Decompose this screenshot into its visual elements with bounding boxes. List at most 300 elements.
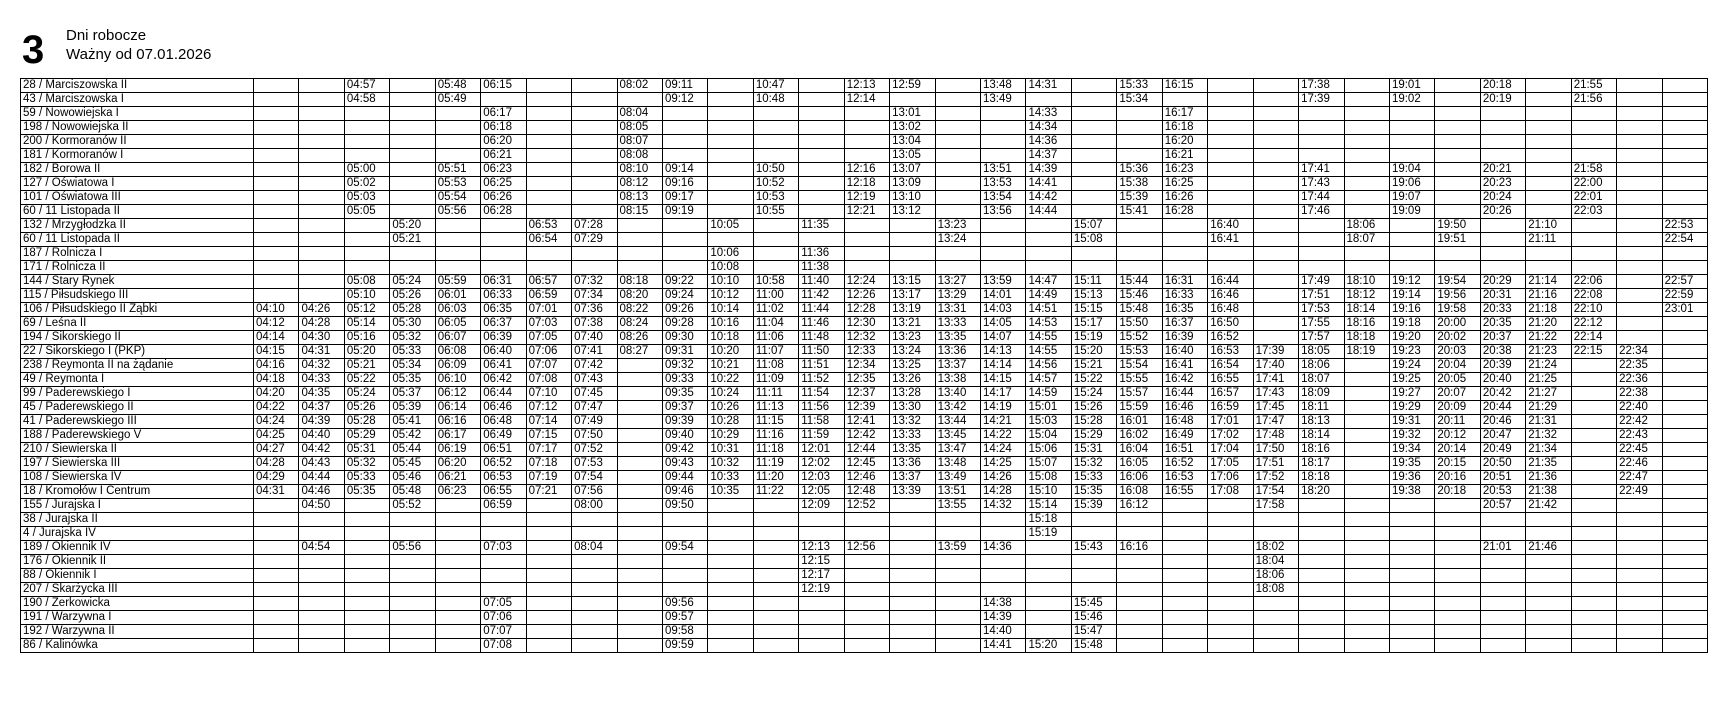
departure-time: 04:44: [299, 471, 344, 485]
departure-time: 13:24: [935, 233, 980, 247]
departure-time: [1026, 247, 1071, 261]
departure-time: [1071, 247, 1116, 261]
stop-name: 28 / Marciszowska II: [21, 79, 254, 93]
departure-time: [1526, 611, 1571, 625]
departure-time: 17:43: [1299, 177, 1344, 191]
departure-time: 19:09: [1389, 205, 1434, 219]
departure-time: 14:40: [981, 625, 1026, 639]
departure-time: [254, 191, 299, 205]
departure-time: 18:06: [1344, 219, 1389, 233]
departure-time: 07:06: [526, 345, 571, 359]
departure-time: 21:42: [1526, 499, 1571, 513]
departure-time: [344, 569, 389, 583]
departure-time: [708, 163, 753, 177]
departure-time: 11:52: [799, 373, 844, 387]
departure-time: [1480, 135, 1525, 149]
departure-time: [1071, 135, 1116, 149]
departure-time: [1344, 457, 1389, 471]
departure-time: 12:42: [844, 429, 889, 443]
departure-time: [1526, 163, 1571, 177]
departure-time: [1617, 121, 1662, 135]
departure-time: [1162, 639, 1207, 653]
timetable-row: [21, 471, 1708, 485]
departure-time: 04:43: [299, 457, 344, 471]
departure-time: [299, 583, 344, 597]
departure-time: 06:37: [481, 317, 526, 331]
stop-name: 194 / Sikorskiego II: [21, 331, 254, 345]
departure-time: 20:00: [1435, 317, 1480, 331]
departure-time: 13:37: [935, 359, 980, 373]
departure-time: 17:08: [1208, 485, 1253, 499]
departure-time: 13:26: [890, 373, 935, 387]
departure-time: 18:20: [1299, 485, 1344, 499]
departure-time: [526, 527, 571, 541]
departure-time: [481, 513, 526, 527]
departure-time: 21:35: [1526, 457, 1571, 471]
departure-time: [1117, 555, 1162, 569]
departure-time: 20:35: [1480, 317, 1525, 331]
departure-time: 11:56: [799, 401, 844, 415]
departure-time: 15:48: [1117, 303, 1162, 317]
departure-time: 06:51: [481, 443, 526, 457]
departure-time: 07:14: [526, 415, 571, 429]
departure-time: [662, 247, 707, 261]
departure-time: [617, 387, 662, 401]
departure-time: [254, 261, 299, 275]
departure-time: 12:19: [799, 583, 844, 597]
departure-time: [799, 597, 844, 611]
departure-time: [1571, 135, 1616, 149]
departure-time: 13:48: [981, 79, 1026, 93]
departure-time: [1662, 443, 1707, 457]
departure-time: [1344, 541, 1389, 555]
departure-time: [799, 149, 844, 163]
timetable-row: [21, 261, 1708, 275]
departure-time: [1571, 373, 1616, 387]
stop-name: 43 / Marciszowska I: [21, 93, 254, 107]
departure-time: 11:06: [753, 331, 798, 345]
departure-time: [799, 205, 844, 219]
departure-time: 15:13: [1071, 289, 1116, 303]
departure-time: [1344, 79, 1389, 93]
departure-time: 06:59: [526, 289, 571, 303]
departure-time: 16:59: [1208, 401, 1253, 415]
timetable-row: [21, 331, 1708, 345]
departure-time: 13:35: [935, 331, 980, 345]
departure-time: [1208, 205, 1253, 219]
stop-name: 176 / Okiennik II: [21, 555, 254, 569]
departure-time: 21:56: [1571, 93, 1616, 107]
departure-time: [344, 541, 389, 555]
stop-name: 115 / Piłsudskiego III: [21, 289, 254, 303]
stop-name: 86 / Kalinówka: [21, 639, 254, 653]
departure-time: 04:33: [299, 373, 344, 387]
timetable-row: [21, 625, 1708, 639]
departure-time: 16:41: [1208, 233, 1253, 247]
departure-time: [662, 107, 707, 121]
departure-time: [299, 639, 344, 653]
departure-time: 06:10: [435, 373, 480, 387]
departure-time: [254, 625, 299, 639]
timetable-row: [21, 541, 1708, 555]
departure-time: 09:32: [662, 359, 707, 373]
stop-name: 238 / Reymonta II na żądanie: [21, 359, 254, 373]
departure-time: [935, 261, 980, 275]
departure-time: 12:56: [844, 541, 889, 555]
departure-time: [1662, 583, 1707, 597]
departure-time: [1662, 93, 1707, 107]
departure-time: [1389, 219, 1434, 233]
departure-time: [1208, 149, 1253, 163]
departure-time: 07:21: [526, 485, 571, 499]
departure-time: [1117, 107, 1162, 121]
departure-time: [572, 205, 617, 219]
departure-time: 15:22: [1071, 373, 1116, 387]
departure-time: 19:06: [1389, 177, 1434, 191]
departure-time: [1617, 611, 1662, 625]
departure-time: 15:36: [1117, 163, 1162, 177]
departure-time: [344, 149, 389, 163]
departure-time: [1617, 331, 1662, 345]
departure-time: [1662, 471, 1707, 485]
departure-time: [1480, 625, 1525, 639]
departure-time: [1162, 583, 1207, 597]
departure-time: 14:32: [981, 499, 1026, 513]
departure-time: [1617, 527, 1662, 541]
departure-time: [1571, 107, 1616, 121]
departure-time: [1662, 415, 1707, 429]
departure-time: [1571, 387, 1616, 401]
departure-time: [1071, 583, 1116, 597]
departure-time: 10:55: [753, 205, 798, 219]
departure-time: 05:52: [390, 499, 435, 513]
departure-time: [981, 149, 1026, 163]
departure-time: 09:40: [662, 429, 707, 443]
timetable-row: [21, 513, 1708, 527]
departure-time: 06:17: [435, 429, 480, 443]
departure-time: [844, 261, 889, 275]
departure-time: 04:18: [254, 373, 299, 387]
departure-time: 11:38: [799, 261, 844, 275]
departure-time: [1526, 177, 1571, 191]
departure-time: 05:24: [390, 275, 435, 289]
departure-time: 13:54: [981, 191, 1026, 205]
departure-time: [1435, 625, 1480, 639]
departure-time: [1389, 625, 1434, 639]
departure-time: 16:01: [1117, 415, 1162, 429]
header-texts: [66, 26, 211, 64]
departure-time: 16:20: [1162, 135, 1207, 149]
departure-time: [1299, 247, 1344, 261]
departure-time: [1526, 247, 1571, 261]
departure-time: [1571, 583, 1616, 597]
departure-time: [1344, 499, 1389, 513]
departure-time: [1299, 597, 1344, 611]
departure-time: [617, 93, 662, 107]
departure-time: 16:21: [1162, 149, 1207, 163]
departure-time: 15:41: [1117, 205, 1162, 219]
departure-time: [435, 555, 480, 569]
departure-time: [1026, 261, 1071, 275]
departure-time: [1617, 177, 1662, 191]
departure-time: 05:29: [344, 429, 389, 443]
departure-time: 15:44: [1117, 275, 1162, 289]
departure-time: 14:41: [981, 639, 1026, 653]
departure-time: [844, 247, 889, 261]
departure-time: 18:08: [1253, 583, 1298, 597]
stop-name: 189 / Okiennik IV: [21, 541, 254, 555]
departure-time: [844, 583, 889, 597]
departure-time: [1299, 499, 1344, 513]
departure-time: [935, 625, 980, 639]
departure-time: 06:59: [481, 499, 526, 513]
departure-time: [1389, 527, 1434, 541]
departure-time: [890, 247, 935, 261]
departure-time: 08:12: [617, 177, 662, 191]
departure-time: [708, 513, 753, 527]
stop-name: 60 / 11 Listopada II: [21, 233, 254, 247]
departure-time: [617, 457, 662, 471]
departure-time: 19:18: [1389, 317, 1434, 331]
departure-time: [799, 233, 844, 247]
departure-time: 16:16: [1117, 541, 1162, 555]
departure-time: 13:53: [981, 177, 1026, 191]
departure-time: 07:15: [526, 429, 571, 443]
departure-time: [299, 219, 344, 233]
departure-time: [1435, 205, 1480, 219]
departure-time: 13:59: [981, 275, 1026, 289]
departure-time: 07:10: [526, 387, 571, 401]
departure-time: [890, 513, 935, 527]
departure-time: [1299, 541, 1344, 555]
departure-time: [890, 499, 935, 513]
departure-time: [753, 149, 798, 163]
departure-time: 14:39: [981, 611, 1026, 625]
departure-time: [1526, 149, 1571, 163]
departure-time: [1253, 317, 1298, 331]
departure-time: [753, 597, 798, 611]
departure-time: [1526, 555, 1571, 569]
departure-time: 06:23: [481, 163, 526, 177]
stop-name: 191 / Warzywna I: [21, 611, 254, 625]
departure-time: 16:08: [1117, 485, 1162, 499]
departure-time: 22:46: [1617, 457, 1662, 471]
departure-time: [1526, 583, 1571, 597]
departure-time: 16:44: [1162, 387, 1207, 401]
departure-time: [1253, 205, 1298, 219]
departure-time: [435, 219, 480, 233]
departure-time: [1344, 485, 1389, 499]
departure-time: [254, 527, 299, 541]
departure-time: [708, 527, 753, 541]
departure-time: 14:01: [981, 289, 1026, 303]
timetable-row: [21, 359, 1708, 373]
departure-time: 15:46: [1071, 611, 1116, 625]
departure-time: [1344, 163, 1389, 177]
departure-time: [1435, 513, 1480, 527]
departure-time: 19:04: [1389, 163, 1434, 177]
departure-time: [981, 261, 1026, 275]
departure-time: [1435, 555, 1480, 569]
departure-time: [1071, 527, 1116, 541]
departure-time: [617, 247, 662, 261]
departure-time: [844, 233, 889, 247]
departure-time: [390, 597, 435, 611]
departure-time: [481, 219, 526, 233]
departure-time: [617, 527, 662, 541]
departure-time: 11:13: [753, 401, 798, 415]
departure-time: [844, 611, 889, 625]
departure-time: 12:26: [844, 289, 889, 303]
departure-time: [1162, 219, 1207, 233]
departure-time: [708, 107, 753, 121]
departure-time: [1117, 247, 1162, 261]
departure-time: [1435, 163, 1480, 177]
departure-time: 17:06: [1208, 471, 1253, 485]
departure-time: [1299, 135, 1344, 149]
departure-time: [1208, 261, 1253, 275]
departure-time: 15:21: [1071, 359, 1116, 373]
departure-time: 12:21: [844, 205, 889, 219]
departure-time: [1208, 79, 1253, 93]
departure-time: 21:20: [1526, 317, 1571, 331]
departure-time: 13:38: [935, 373, 980, 387]
departure-time: [1117, 527, 1162, 541]
departure-time: 05:20: [390, 219, 435, 233]
departure-time: 17:05: [1208, 457, 1253, 471]
departure-time: 21:32: [1526, 429, 1571, 443]
departure-time: 10:05: [708, 219, 753, 233]
departure-time: [254, 275, 299, 289]
departure-time: 21:16: [1526, 289, 1571, 303]
departure-time: 09:16: [662, 177, 707, 191]
departure-time: [1253, 149, 1298, 163]
departure-time: [1162, 499, 1207, 513]
departure-time: 15:03: [1026, 415, 1071, 429]
departure-time: 18:07: [1344, 233, 1389, 247]
departure-time: [1435, 569, 1480, 583]
departure-time: 16:53: [1208, 345, 1253, 359]
departure-time: 05:51: [435, 163, 480, 177]
departure-time: 15:52: [1117, 331, 1162, 345]
departure-time: 14:05: [981, 317, 1026, 331]
departure-time: [1208, 639, 1253, 653]
departure-time: [1208, 177, 1253, 191]
stop-name: 192 / Warzywna II: [21, 625, 254, 639]
departure-time: [1435, 499, 1480, 513]
departure-time: [1571, 401, 1616, 415]
departure-time: [1662, 373, 1707, 387]
departure-time: 19:25: [1389, 373, 1434, 387]
departure-time: [572, 93, 617, 107]
departure-time: 05:10: [344, 289, 389, 303]
departure-time: [1389, 639, 1434, 653]
departure-time: 09:58: [662, 625, 707, 639]
departure-time: [1208, 611, 1253, 625]
departure-time: [299, 149, 344, 163]
timetable-row: [21, 387, 1708, 401]
departure-time: [617, 499, 662, 513]
departure-time: [1389, 513, 1434, 527]
departure-time: 21:55: [1571, 79, 1616, 93]
departure-time: [935, 583, 980, 597]
departure-time: [1071, 177, 1116, 191]
departure-time: 14:42: [1026, 191, 1071, 205]
departure-time: 16:23: [1162, 163, 1207, 177]
departure-time: [753, 611, 798, 625]
departure-time: [981, 569, 1026, 583]
departure-time: 14:57: [1026, 373, 1071, 387]
departure-time: [1389, 611, 1434, 625]
departure-time: [1480, 555, 1525, 569]
departure-time: 06:20: [481, 135, 526, 149]
departure-time: [799, 611, 844, 625]
departure-time: [935, 247, 980, 261]
departure-time: [526, 205, 571, 219]
departure-time: [1617, 499, 1662, 513]
departure-time: [254, 499, 299, 513]
departure-time: [435, 135, 480, 149]
departure-time: [435, 247, 480, 261]
departure-time: [299, 93, 344, 107]
departure-time: 16:49: [1162, 429, 1207, 443]
departure-time: 07:05: [481, 597, 526, 611]
departure-time: [344, 597, 389, 611]
departure-time: 09:33: [662, 373, 707, 387]
departure-time: [935, 611, 980, 625]
departure-time: [1299, 639, 1344, 653]
departure-time: 16:26: [1162, 191, 1207, 205]
departure-time: [481, 247, 526, 261]
departure-time: 04:14: [254, 331, 299, 345]
departure-time: [617, 597, 662, 611]
departure-time: [1253, 639, 1298, 653]
departure-time: [572, 583, 617, 597]
departure-time: 09:43: [662, 457, 707, 471]
departure-time: [435, 513, 480, 527]
departure-time: [299, 625, 344, 639]
departure-time: [1389, 121, 1434, 135]
departure-time: [481, 583, 526, 597]
departure-time: [1208, 121, 1253, 135]
departure-time: 14:37: [1026, 149, 1071, 163]
departure-time: 05:56: [390, 541, 435, 555]
departure-time: [1435, 247, 1480, 261]
departure-time: 19:34: [1389, 443, 1434, 457]
departure-time: 16:50: [1208, 317, 1253, 331]
departure-time: 04:30: [299, 331, 344, 345]
departure-time: [1071, 205, 1116, 219]
departure-time: [299, 177, 344, 191]
departure-time: [662, 135, 707, 149]
departure-time: [1526, 513, 1571, 527]
departure-time: 22:42: [1617, 415, 1662, 429]
departure-time: [844, 597, 889, 611]
departure-time: 12:09: [799, 499, 844, 513]
departure-time: 15:32: [1071, 457, 1116, 471]
departure-time: 14:19: [981, 401, 1026, 415]
departure-time: 10:20: [708, 345, 753, 359]
departure-time: 20:29: [1480, 275, 1525, 289]
timetable-row: [21, 93, 1708, 107]
departure-time: 22:57: [1662, 275, 1707, 289]
departure-time: 06:49: [481, 429, 526, 443]
departure-time: [1662, 527, 1707, 541]
departure-time: [708, 191, 753, 205]
departure-time: 06:46: [481, 401, 526, 415]
departure-time: [1208, 569, 1253, 583]
departure-time: [1071, 107, 1116, 121]
